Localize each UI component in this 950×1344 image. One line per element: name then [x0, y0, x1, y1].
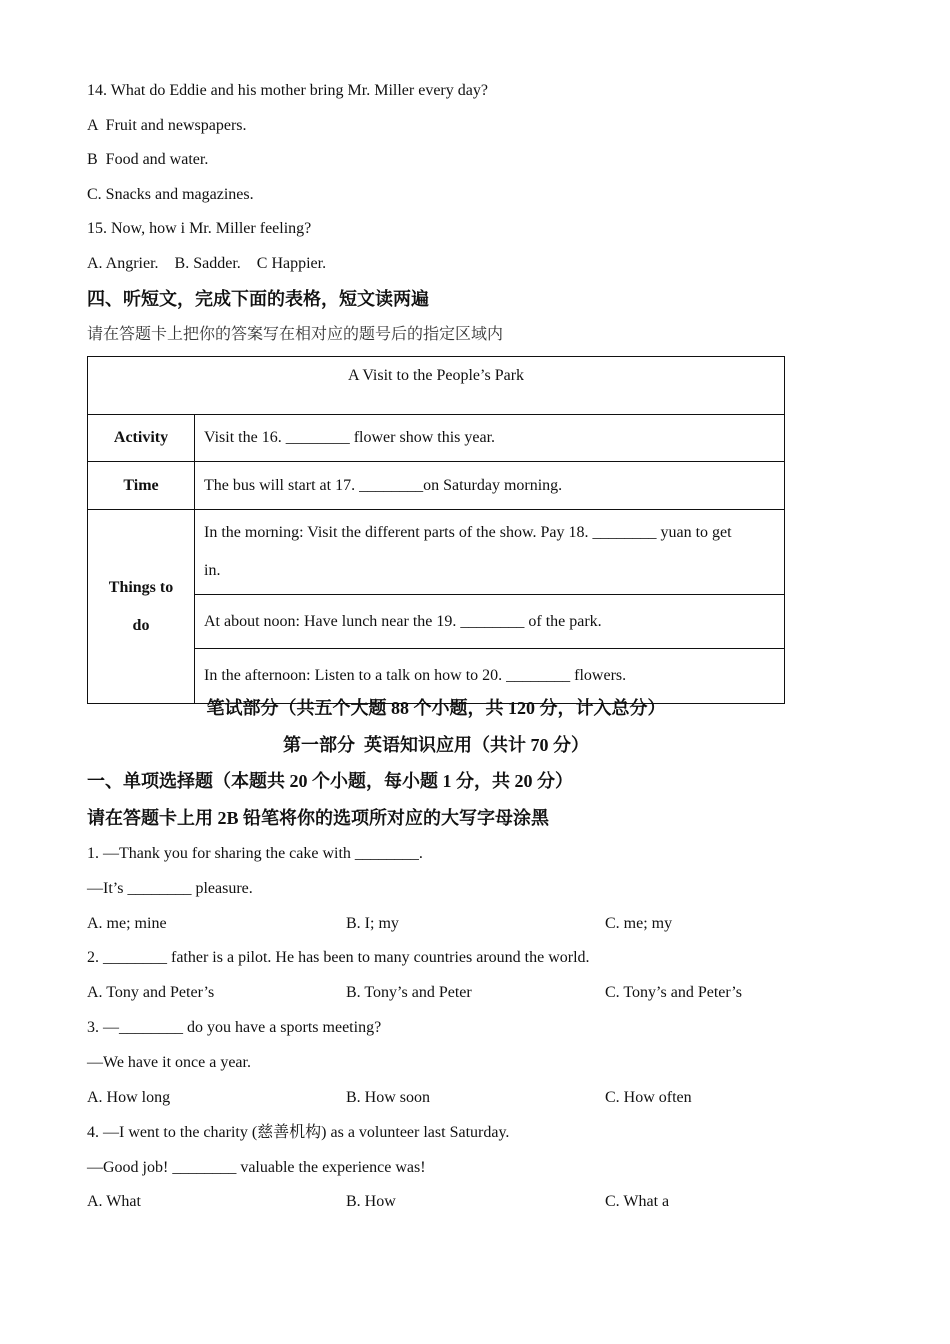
table-title: A Visit to the People’s Park — [88, 357, 785, 415]
question-1-option-a: A. me; mine — [87, 915, 167, 932]
section-1-instruction: 请在答题卡上用 2B 铅笔将你的选项所对应的大写字母涂黑 — [87, 808, 550, 828]
question-2-option-c: C. Tony’s and Peter’s — [605, 984, 742, 1001]
question-4-line-1: 4. —I went to the charity (慈善机构) as a volunteer last Saturday. — [87, 1124, 510, 1141]
question-14-option-c: C. Snacks and magazines. — [87, 186, 254, 203]
question-1-option-b: B. I; my — [346, 915, 399, 932]
question-1-option-c: C. me; my — [605, 915, 673, 932]
question-4-option-a: A. What — [87, 1193, 141, 1210]
question-4-line-2: —Good job! ________ valuable the experience was! — [87, 1159, 426, 1176]
section-1-heading: 一、单项选择题（本题共 20 个小题，每小题 1 分，共 20 分） — [87, 771, 573, 791]
things-to-do-label — [88, 510, 195, 704]
part-1-title: 第一部分 英语知识应用（共计 70 分） — [283, 735, 589, 755]
question-2-option-a: A. Tony and Peter’s — [87, 984, 215, 1001]
morning-text-line2: in. — [204, 562, 221, 579]
question-1-line-1: 1. —Thank you for sharing the cake with ________. — [87, 845, 423, 862]
noon-cell: At about noon: Have lunch near the 19. ________ of the park. — [195, 595, 785, 649]
question-14-option-b: B Food and water. — [87, 151, 209, 168]
time-cell: The bus will start at 17. ________on Saturday morning. — [195, 462, 785, 510]
question-14: 14. What do Eddie and his mother bring Mr. Miller every day? — [87, 82, 488, 99]
things-to-do-label-line2: do — [132, 616, 150, 634]
morning-cell — [195, 510, 785, 595]
time-label: Time — [88, 462, 195, 510]
morning-text-line1: In the morning: Visit the different parts of the show. Pay 18. ________ yuan to get — [204, 524, 732, 541]
section-4-heading: 四、听短文，完成下面的表格，短文读两遍 — [87, 289, 429, 309]
question-2-line-1: 2. ________ father is a pilot. He has been to many countries around the world. — [87, 949, 590, 966]
question-3-option-b: B. How soon — [346, 1089, 431, 1106]
question-4-option-c: C. What a — [605, 1193, 670, 1210]
afternoon-cell: In the afternoon: Listen to a talk on how to 20. ________ flowers. — [195, 649, 785, 704]
question-2-option-b: B. Tony’s and Peter — [346, 984, 472, 1001]
visit-table — [87, 356, 785, 704]
activity-cell: Visit the 16. ________ flower show this year. — [195, 415, 785, 462]
question-3-option-c: C. How often — [605, 1089, 692, 1106]
question-15-options: A. Angrier. B. Sadder. C Happier. — [87, 255, 327, 272]
question-3-option-a: A. How long — [87, 1089, 171, 1106]
things-to-do-label-line1: Things to — [108, 578, 174, 596]
question-1-line-2: —It’s ________ pleasure. — [87, 880, 253, 897]
question-3-line-1: 3. —________ do you have a sports meeting? — [87, 1019, 382, 1036]
section-4-instruction: 请在答题卡上把你的答案写在相对应的题号后的指定区域内 — [87, 326, 504, 343]
activity-label: Activity — [88, 415, 195, 462]
question-14-option-a: A Fruit and newspapers. — [87, 117, 247, 134]
written-section-title: 笔试部分（共五个大题 88 个小题，共 120 分，计入总分） — [206, 698, 666, 718]
question-4-option-b: B. How — [346, 1193, 396, 1210]
question-3-line-2: —We have it once a year. — [87, 1054, 251, 1071]
question-15: 15. Now, how i Mr. Miller feeling? — [87, 220, 312, 237]
